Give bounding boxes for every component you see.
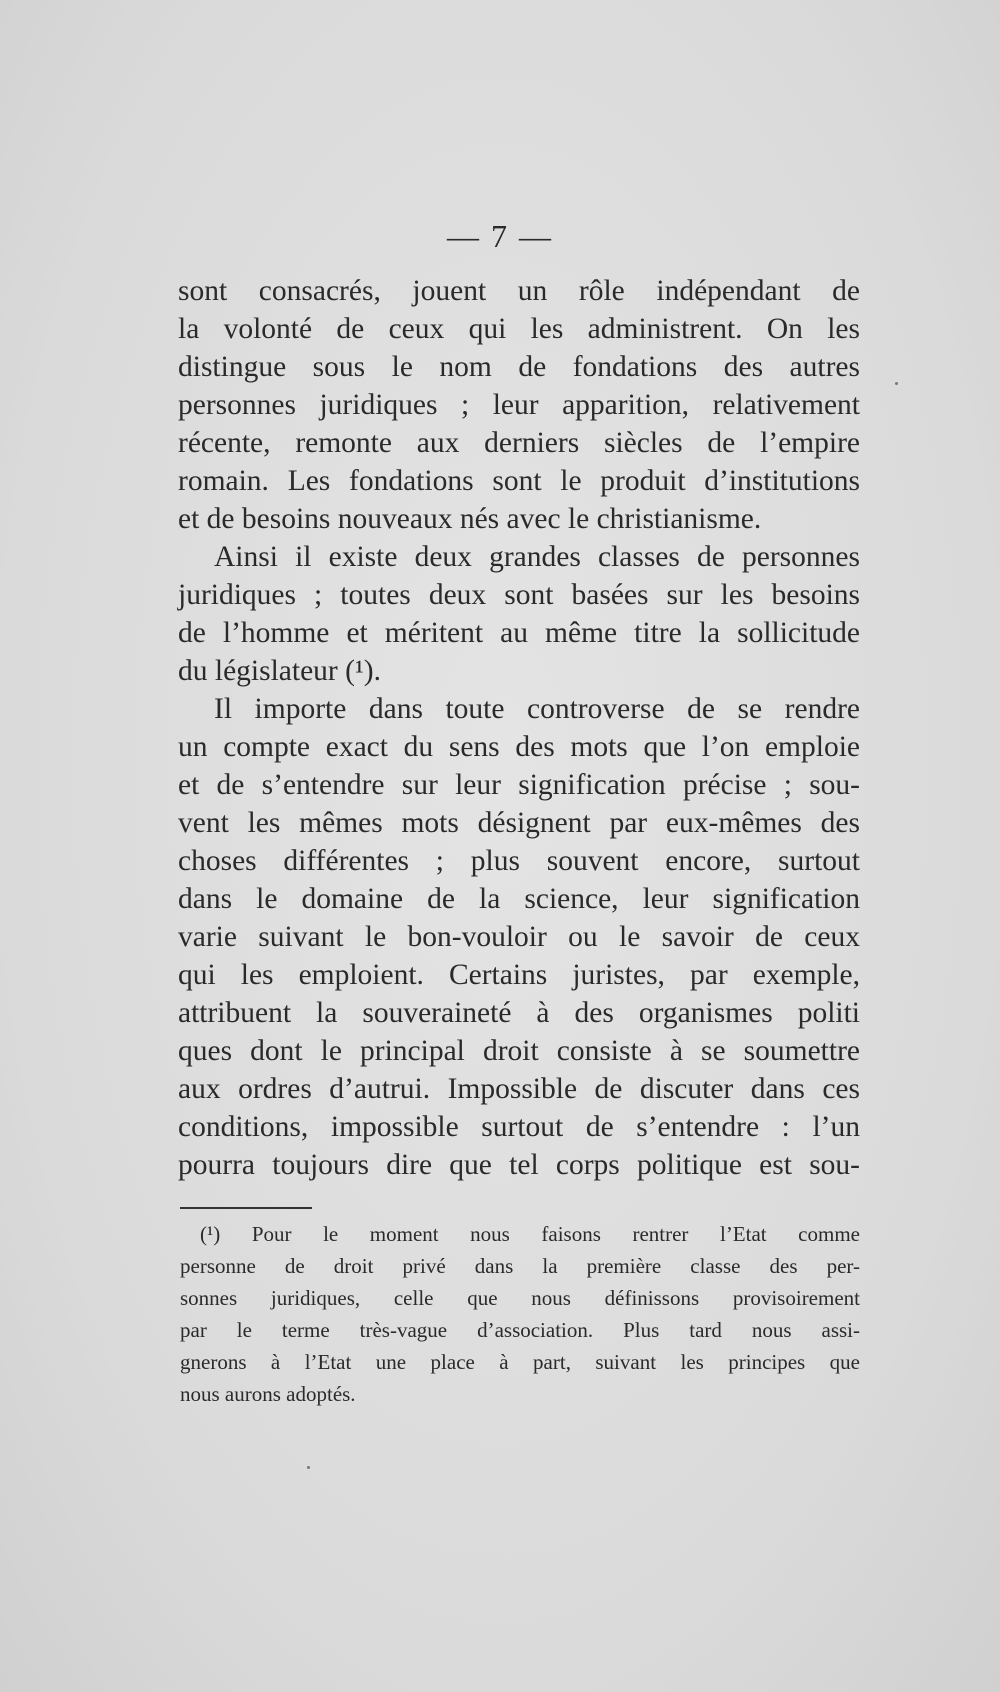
text-line: vent les mêmes mots désignent par eux-mêmes des <box>178 807 860 839</box>
paper-speck <box>307 1466 310 1469</box>
text-line: et de s’entendre sur leur signification précise ; sou- <box>178 769 860 801</box>
text-line: du législateur (¹). <box>178 655 381 687</box>
body-text <box>178 272 860 1184</box>
text-line: choses différentes ; plus souvent encore, surtout <box>178 845 860 877</box>
text-line: la volonté de ceux qui les administrent. On les <box>178 313 860 345</box>
text-line: dans le domaine de la science, leur signification <box>178 883 860 915</box>
footnote-line: nous aurons adoptés. <box>180 1382 356 1406</box>
footnote <box>180 1218 860 1410</box>
text-line: et de besoins nouveaux nés avec le christianisme. <box>178 503 762 535</box>
text-line: sont consacrés, jouent un rôle indépendant de <box>178 275 860 307</box>
text-line: distingue sous le nom de fondations des autres <box>178 351 860 383</box>
text-line: personnes juridiques ; leur apparition, relativement <box>178 389 860 421</box>
text-line: un compte exact du sens des mots que l’on emploie <box>178 731 860 763</box>
text-line: de l’homme et méritent au même titre la sollicitude <box>178 617 860 649</box>
text-line: attribuent la souveraineté à des organismes politi <box>178 997 860 1029</box>
text-line: conditions, impossible surtout de s’entendre : l’un <box>178 1111 860 1143</box>
text-line: ques dont le principal droit consiste à se soumettre <box>178 1035 860 1067</box>
footnote-line: (¹) Pour le moment nous faisons rentrer l’Etat comme <box>200 1222 860 1246</box>
page-number: — 7 — <box>447 218 553 254</box>
text-line: Il importe dans toute controverse de se rendre <box>214 693 860 725</box>
text-line: juridiques ; toutes deux sont basées sur les besoins <box>178 579 860 611</box>
text-line: romain. Les fondations sont le produit d’institutions <box>178 465 860 497</box>
footnote-separator <box>180 1207 312 1209</box>
footnote-line: par le terme très-vague d’association. Plus tard nous assi- <box>180 1318 860 1342</box>
text-line: Ainsi il existe deux grandes classes de personnes <box>214 541 860 573</box>
paper-speck <box>895 382 898 385</box>
footnote-line: personne de droit privé dans la première classe des per- <box>180 1254 860 1278</box>
text-line: pourra toujours dire que tel corps politique est sou- <box>178 1149 860 1181</box>
footnote-line: sonnes juridiques, celle que nous définissons provisoirement <box>180 1286 860 1310</box>
text-line: varie suivant le bon-vouloir ou le savoir de ceux <box>178 921 860 953</box>
footnote-line: gnerons à l’Etat une place à part, suivant les principes que <box>180 1350 860 1374</box>
text-line: récente, remonte aux derniers siècles de l’empire <box>178 427 860 459</box>
text-line: qui les emploient. Certains juristes, par exemple, <box>178 959 860 991</box>
text-line: aux ordres d’autrui. Impossible de discuter dans ces <box>178 1073 860 1105</box>
